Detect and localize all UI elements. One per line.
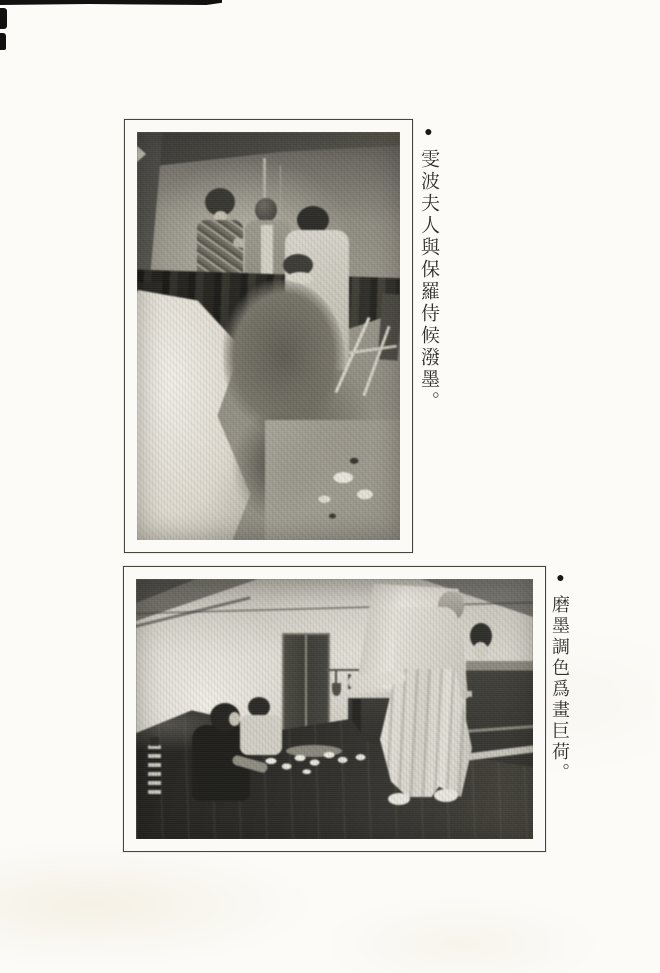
ink-wash-lower-right	[265, 420, 400, 540]
man-head	[255, 198, 277, 222]
photo-ink-splashing-scene	[137, 132, 400, 540]
caption-bottom	[551, 571, 569, 784]
white-shoe	[388, 793, 410, 805]
figure-frame-top	[124, 119, 413, 553]
standing-figure-torso	[394, 607, 458, 677]
caption-top	[419, 125, 438, 413]
photo-bottom-layers	[136, 579, 533, 839]
scan-artifact-left-dash	[0, 33, 6, 50]
kneeling-figure-face	[229, 712, 240, 726]
caption-bottom-text: 磨墨調色爲畫巨荷。	[550, 595, 570, 784]
caption-top-text: 雯波夫人與保羅侍候潑墨。	[418, 149, 439, 413]
photo-ink-grinding-scene	[136, 579, 533, 839]
caption-bullet-icon: ●	[421, 125, 436, 143]
figure-frame-bottom	[123, 566, 546, 852]
white-shoe	[434, 789, 458, 802]
standing-figure-robe	[380, 669, 472, 797]
scan-artifact-left-dash	[0, 8, 7, 29]
scan-artifact-top-line	[0, 0, 222, 5]
thermos-cap	[150, 737, 159, 746]
hanging-ladle-handle	[335, 671, 337, 685]
caption-bullet-icon: ●	[553, 571, 568, 589]
second-person-face	[473, 642, 488, 659]
ink-bowls-cluster	[262, 739, 374, 777]
photo-top-layers	[137, 132, 400, 540]
second-kneeling-hair	[248, 697, 270, 717]
thermos-bottle	[148, 745, 161, 799]
